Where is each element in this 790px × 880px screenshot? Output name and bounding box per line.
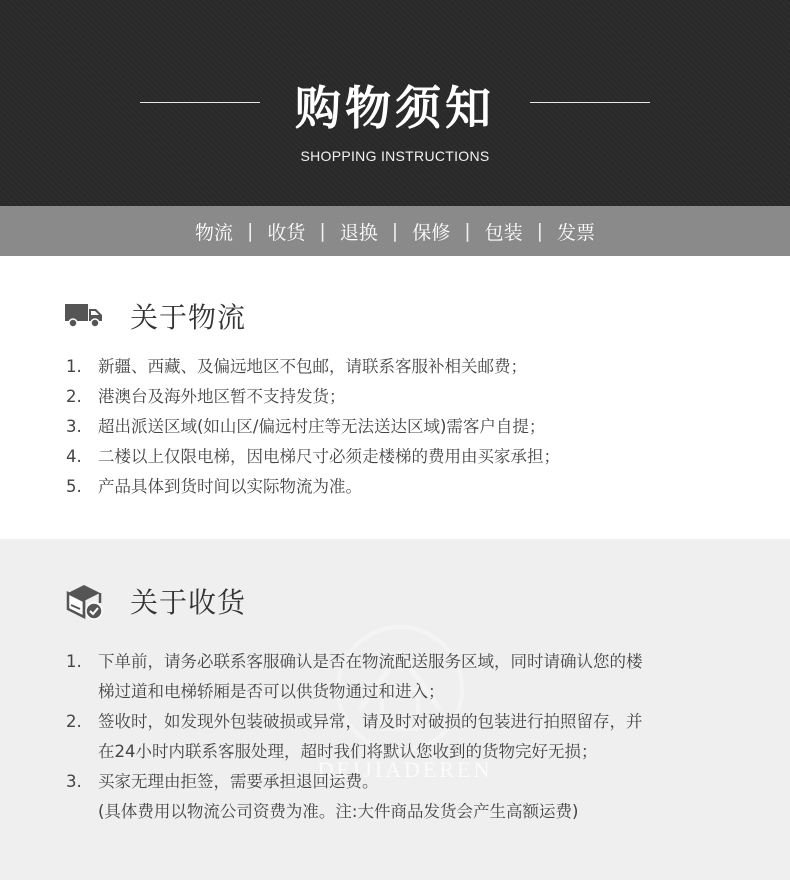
logistics-title: 关于物流 <box>130 301 247 334</box>
nav-item-receiving[interactable]: 收货 <box>267 221 306 244</box>
nav-separator: | <box>246 220 254 242</box>
item-number: 5. <box>66 477 82 496</box>
item-text: 二楼以上仅限电梯，因电梯尺寸必须走楼梯的费用由买家承担； <box>98 447 560 466</box>
receiving-heading <box>64 581 246 621</box>
header-banner <box>0 0 790 206</box>
item-number: 2. <box>66 387 82 406</box>
page-subtitle: SHOPPING INSTRUCTIONS <box>300 148 490 164</box>
receiving-title: 关于收货 <box>130 586 247 619</box>
nav-item-logistics[interactable]: 物流 <box>194 221 233 244</box>
item-text-continued: 在24小时内联系客服处理，超时我们将默认您收到的货物完好无损； <box>98 742 598 761</box>
nav-item-packaging[interactable]: 包装 <box>484 221 523 244</box>
item-number: 1. <box>66 652 82 671</box>
list-item <box>66 352 750 382</box>
title-divider-right <box>530 102 650 103</box>
item-text: 港澳台及海外地区暂不支持发货； <box>98 387 346 406</box>
list-item <box>66 442 750 472</box>
package-check-icon <box>64 581 104 621</box>
item-text: 新疆、西藏、及偏远地区不包邮，请联系客服补相关邮费； <box>98 357 527 376</box>
nav-separator: | <box>319 220 326 242</box>
list-item <box>66 412 750 442</box>
nav-item-returns[interactable]: 退换 <box>339 221 378 244</box>
item-text: 产品具体到货时间以实际物流为准。 <box>98 477 362 496</box>
list-item-continued <box>66 677 750 707</box>
item-text: 下单前，请务必联系客服确认是否在物流配送服务区域，同时请确认您的楼 <box>98 652 643 671</box>
list-item <box>66 382 750 412</box>
nav-item-warranty[interactable]: 保修 <box>412 221 451 244</box>
list-item <box>66 767 750 797</box>
item-number: 4. <box>66 447 82 466</box>
watermark-text: DEIJIADEREN <box>317 757 493 782</box>
logistics-section <box>0 256 790 539</box>
item-text-continued: (具体费用以物流公司资费为准。注:大件商品发货会产生高额运费) <box>98 802 579 821</box>
nav-separator: | <box>536 220 544 242</box>
item-text: 买家无理由拒签，需要承担退回运费。 <box>98 772 379 791</box>
nav-separator: | <box>391 220 399 242</box>
list-item-continued <box>66 797 750 827</box>
item-number: 3. <box>66 772 82 791</box>
item-text-continued: 梯过道和电梯轿厢是否可以供货物通过和进入； <box>98 682 445 701</box>
list-item <box>66 707 750 737</box>
receiving-list <box>66 647 750 827</box>
item-text: 签收时，如发现外包装破损或异常，请及时对破损的包装进行拍照留存，并 <box>98 712 643 731</box>
nav-separator: | <box>464 220 471 242</box>
item-text: 超出派送区域(如山区/偏远村庄等无法送达区域)需客户自提； <box>98 417 546 436</box>
list-item <box>66 647 750 677</box>
logistics-list <box>66 352 750 502</box>
category-nav <box>0 206 790 256</box>
list-item <box>66 472 750 502</box>
item-number: 2. <box>66 712 82 731</box>
page-title: 购物须知 <box>295 81 495 135</box>
logistics-heading <box>64 296 246 336</box>
nav-item-invoice[interactable]: 发票 <box>557 221 596 244</box>
truck-icon <box>64 296 104 336</box>
list-item-continued <box>66 737 750 767</box>
item-number: 3. <box>66 417 82 436</box>
receiving-section <box>0 539 790 880</box>
item-number: 1. <box>66 357 82 376</box>
